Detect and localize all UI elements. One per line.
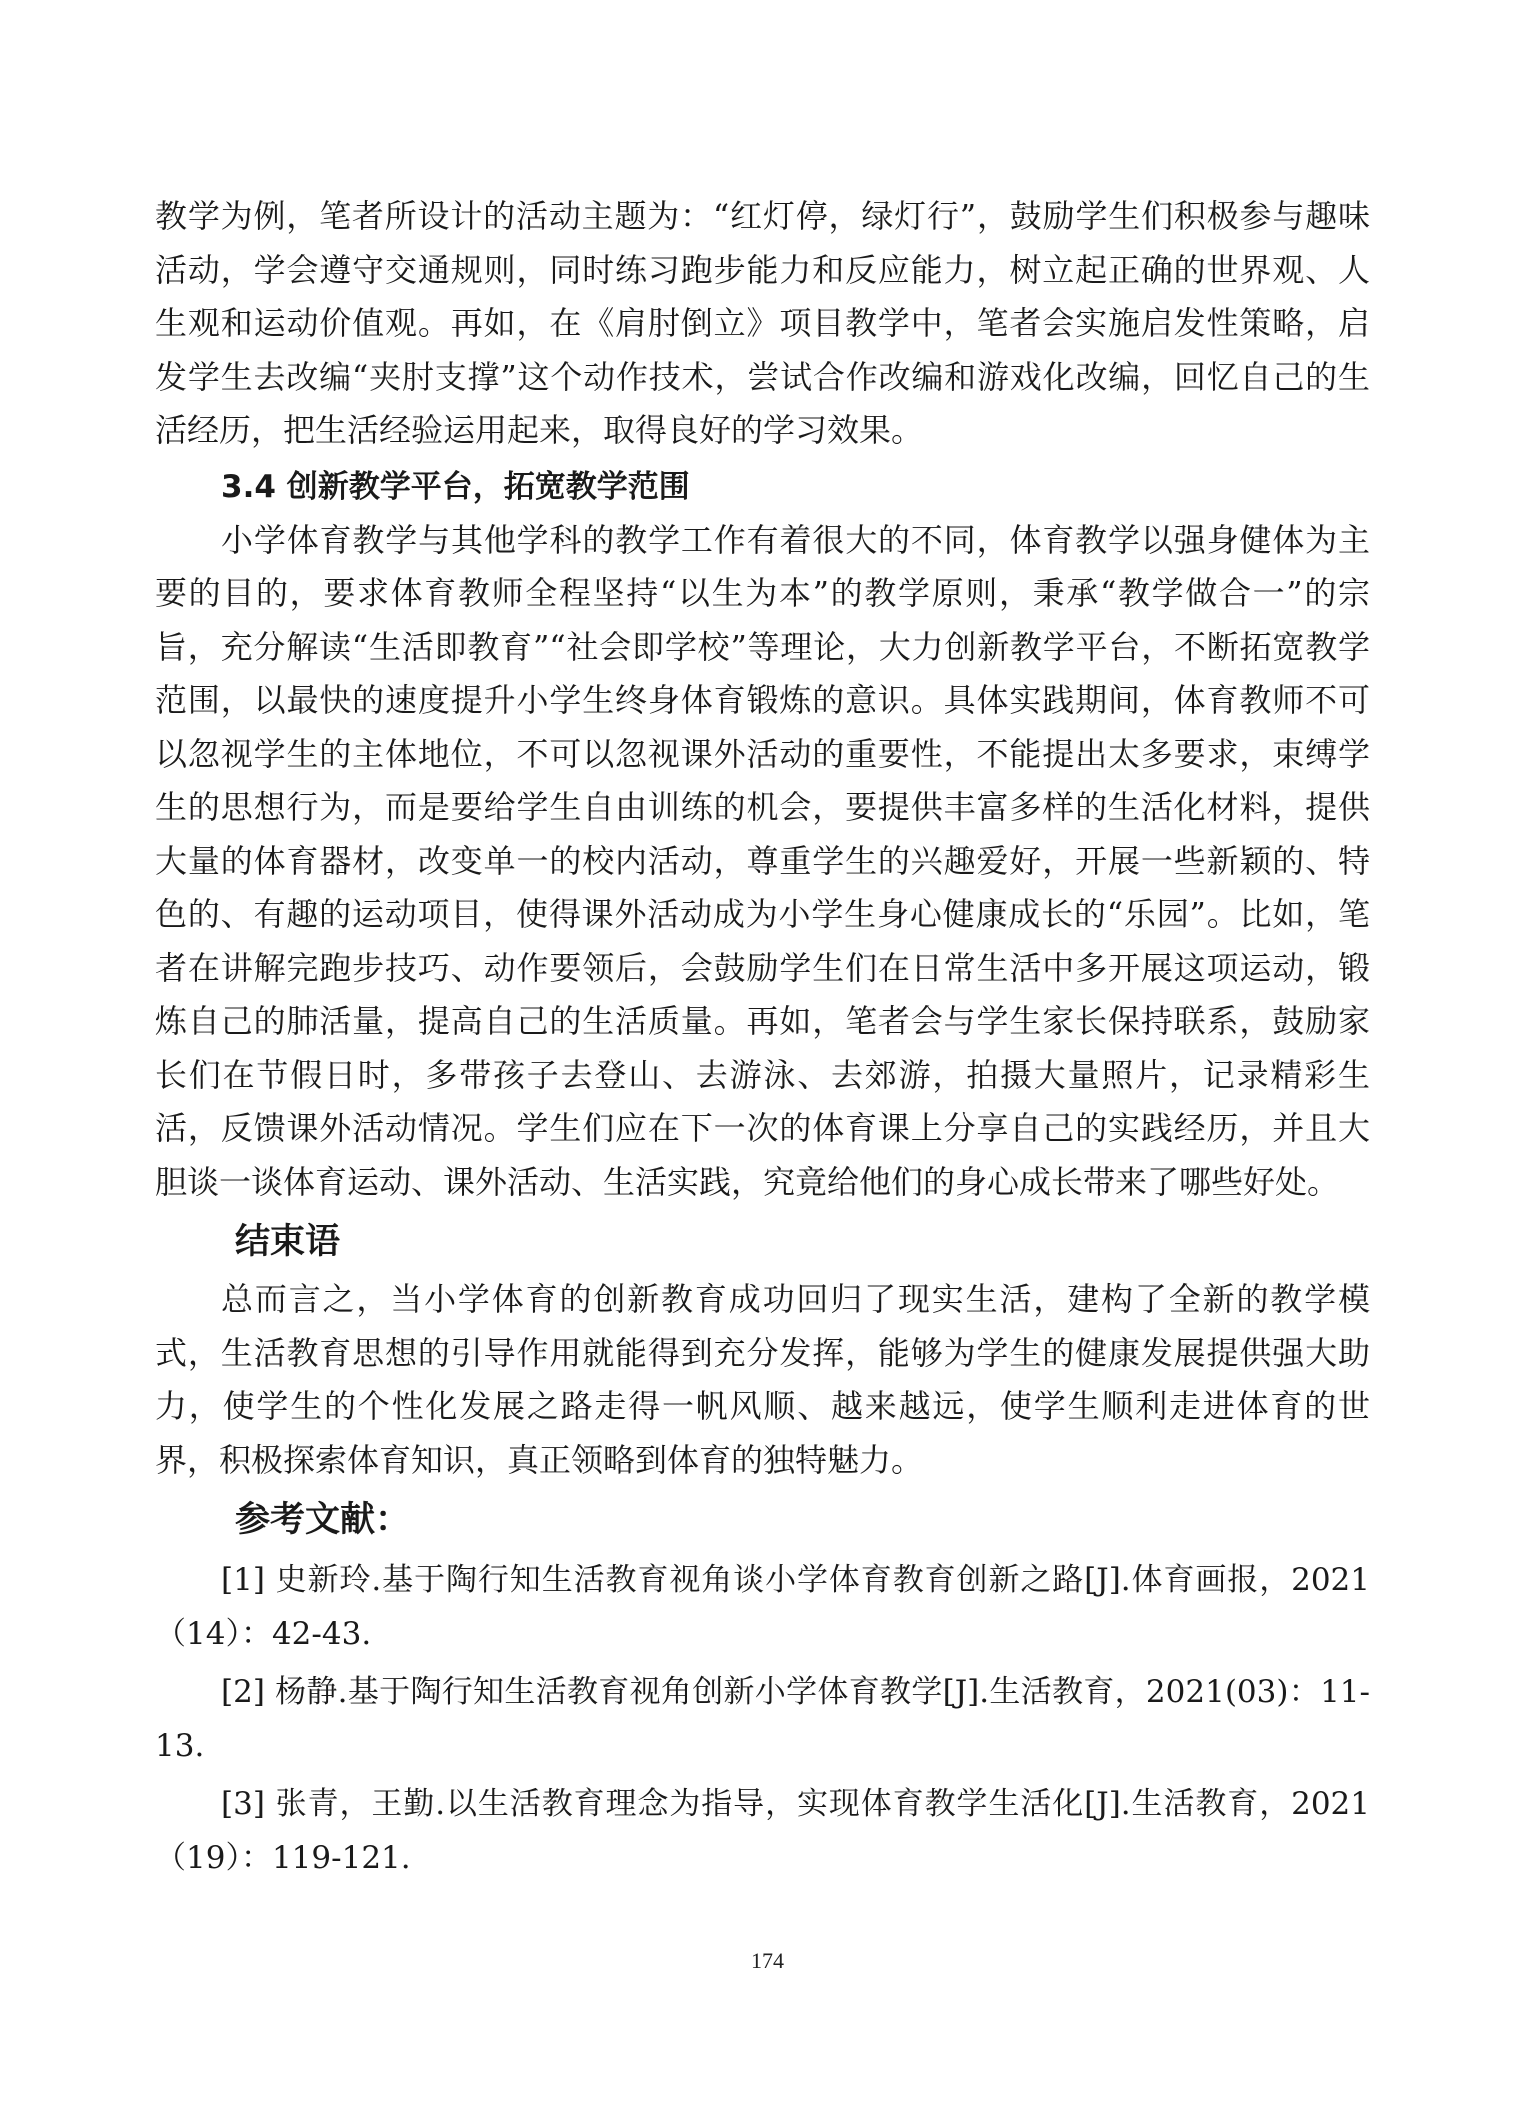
section-paragraph: 小学体育教学与其他学科的教学工作有着很大的不同，体育教学以强身健体为主要的目的，要求体育教师全程坚持“以生为本”的教学原则，秉承“教学做合一”的宗旨，充分解读“生活即教育”“社会即学校”等理论，大力创新教学平台，不断拓宽教学范围，以最快的速度提升小学生终身体育锻炼的意识。具体实践期间，体育教师不可以忽视学生的主体地位，不可以忽视课外活动的重要性，不能提出太多要求，束缚学生的思想行为，而是要给学生自由训练的机会，要提供丰富多样的生活化材料，提供大量的体育器材，改变单一的校内活动，尊重学生的兴趣爱好，开展一些新颖的、特色的、有趣的运动项目，使得课外活动成为小学生身心健康成长的“乐园”。比如，笔者在讲解完跑步技巧、动作要领后，会鼓励学生们在日常生活中多开展这项运动，锻炼自己的肺活量，提高自己的生活质量。再如，笔者会与学生家长保持联系，鼓励家长们在节假日时，多带孩子去登山、去游泳、去郊游，拍摄大量照片，记录精彩生活，反馈课外活动情况。学生们应在下一次的体育课上分享自己的实践经历，并且大胆谈一谈体育运动、课外活动、生活实践，究竟给他们的身心成长带来了哪些好处。 bbox=[155, 520, 1370, 1201]
reference-item: [3] 张青，王勤.以生活教育理念为指导，实现体育教学生活化[J].生活教育，2021（19）：119-121. bbox=[155, 1786, 1370, 1876]
conclusion-paragraph: 总而言之，当小学体育的创新教育成功回归了现实生活，建构了全新的教学模式，生活教育思想的引导作用就能得到充分发挥，能够为学生的健康发展提供强大助力，使学生的个性化发展之路走得一帆风顺、越来越远，使学生顺利走进体育的世界，积极探索体育知识，真正领略到体育的独特魅力。 bbox=[155, 1280, 1370, 1479]
conclusion-heading: 结束语 bbox=[235, 1222, 341, 1262]
page-number: 174 bbox=[751, 1948, 784, 1973]
references-list bbox=[155, 1553, 1370, 1885]
document-page bbox=[155, 190, 1370, 1889]
reference-item: [2] 杨静.基于陶行知生活教育视角创新小学体育教学[J].生活教育，2021(03)：11-13. bbox=[155, 1674, 1370, 1764]
reference-item: [1] 史新玲.基于陶行知生活教育视角谈小学体育教育创新之路[J].体育画报，2021（14）：42-43. bbox=[155, 1562, 1370, 1652]
section-heading: 3.4 创新教学平台，拓宽教学范围 bbox=[221, 468, 690, 505]
references-heading: 参考文献： bbox=[235, 1500, 411, 1540]
intro-paragraph: 教学为例，笔者所设计的活动主题为：“红灯停，绿灯行”，鼓励学生们积极参与趣味活动，学会遵守交通规则，同时练习跑步能力和反应能力，树立起正确的世界观、人生观和运动价值观。再如，在《肩肘倒立》项目教学中，笔者会实施启发性策略，启发学生去改编“夹肘支撑”这个动作技术，尝试合作改编和游戏化改编，回忆自己的生活经历，把生活经验运用起来，取得良好的学习效果。 bbox=[155, 197, 1370, 449]
